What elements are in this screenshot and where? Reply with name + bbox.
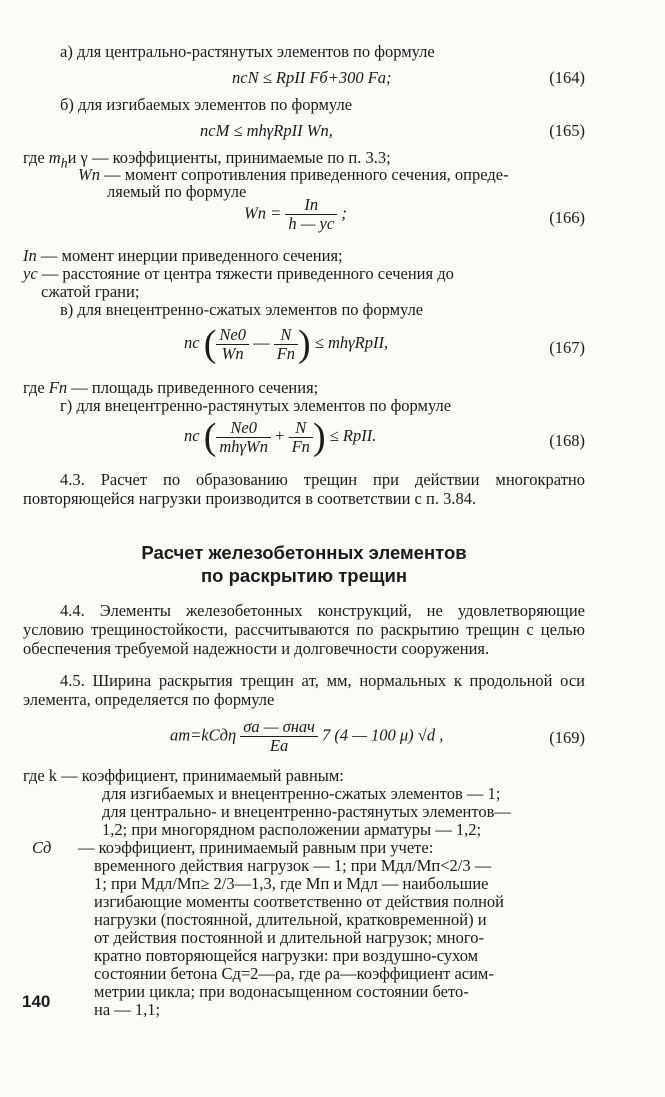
ip-definition: Iп — момент инерции приведенного сечения;: [23, 246, 343, 265]
cd-case-4: нагрузки (постоянной, длительной, кратковременной) и: [94, 910, 487, 929]
item-b-text: б) для изгибаемых элементов по формуле: [60, 95, 353, 114]
k-definition: где k — коэффициент, принимаемый равным:: [23, 766, 344, 785]
cd-definition: — коэффициент, принимаемый равным при учете:: [78, 838, 434, 857]
equation-number-165: (165): [549, 121, 585, 140]
yc-definition-cont: сжатой грани;: [41, 282, 140, 301]
paragraph-4-4: 4.4. Элементы железобетонных конструкций, не удовлетворяющие условию трещиностойкости, рассчитываются по раскрытию трещин с целью обеспечения требуемой надежности и долговечности сооружения.: [23, 601, 585, 658]
item-g-text: г) для внецентренно-растянутых элементов по формуле: [60, 396, 452, 415]
section-heading-line1: Расчет железобетонных элементов: [141, 542, 467, 563]
cd-case-9: на — 1,1;: [94, 1000, 161, 1019]
k-case-2: для центрально- и внецентренно-растянутых элементов—: [102, 802, 511, 821]
item-a-text: а) для центрально-растянутых элементов по формуле: [60, 42, 435, 61]
equation-number-164: (164): [549, 68, 585, 87]
k-case-1: для изгибаемых и внецентренно-сжатых элементов — 1;: [102, 784, 501, 803]
paragraph-4-5: 4.5. Ширина раскрытия трещин aт, мм, нормальных к продольной оси элемента, определяется по формуле: [23, 671, 585, 709]
wp-definition-cont: ляемый по формуле: [107, 182, 247, 201]
equation-168: nс ( $\frac{Ne0}{\text{mhγWп}}$ + $\frac{N}{Fп}$ ) ≤ RрII.: [184, 416, 377, 458]
wp-definition: Wп — момент сопротивления приведенного сечения, опреде-: [78, 165, 509, 184]
fp-definition: где Fп — площадь приведенного сечения;: [23, 378, 319, 397]
k-case-3: 1,2; при многорядном расположении арматуры — 1,2;: [102, 820, 482, 839]
equation-number-169: (169): [549, 728, 585, 747]
paragraph-4-3: 4.3. Расчет по образованию трещин при действии многократно повторяющейся нагрузки производится в соответствии с п. 3.84.: [23, 470, 585, 508]
item-v-text: в) для внецентренно-сжатых элементов по формуле: [60, 300, 424, 319]
cd-symbol: Cд: [32, 838, 52, 857]
cd-case-7: состоянии бетона Cд=2—ρa, где ρa—коэффициент асим-: [94, 964, 494, 983]
equation-167: nс ( $\frac{Ne0}{Wп}$ — $\frac{N}{Fп}$ ) ≤ mhγRрII,: [184, 323, 389, 365]
where-mh-gamma: где $m_hи$ γ — коэффициенты, принимаемые по п. 3.3;: [23, 148, 391, 171]
cd-case-6: кратно повторяющейся нагрузки: при воздушно-сухом: [94, 946, 479, 965]
cd-case-5: от действия постоянной и длительной нагрузок; много-: [94, 928, 484, 947]
yc-definition: yс — расстояние от центра тяжести приведенного сечения до: [23, 264, 454, 283]
equation-165: nсM ≤ mhγRрII Wп,: [200, 121, 333, 140]
equation-number-168: (168): [549, 431, 585, 450]
equation-166: Wп = $\frac{Iп}{h — yс}$ ;: [244, 195, 347, 233]
cd-case-1: временного действия нагрузок — 1; при Mдл/Mп<2/3 —: [94, 856, 492, 875]
equation-169: aт=kCдη $\frac{\text{σа — σнач}}{Eа}$ 7 (4 — 100 μ) √d ,: [170, 717, 444, 755]
cd-case-3: изгибающие моменты соответственно от действия полной: [94, 892, 504, 911]
cd-case-2: 1; при Mдл/Mп≥ 2/3—1,3, где Mп и Mдл — наибольшие: [94, 874, 489, 893]
equation-number-167: (167): [549, 338, 585, 357]
equation-number-166: (166): [549, 208, 585, 227]
page-number: 140: [22, 992, 51, 1011]
cd-case-8: метрии цикла; при водонасыщенном состоянии бето-: [94, 982, 469, 1001]
section-heading-line2: по раскрытию трещин: [200, 565, 408, 586]
equation-164: nсN ≤ RрII Fб+300 Fа;: [232, 68, 392, 87]
